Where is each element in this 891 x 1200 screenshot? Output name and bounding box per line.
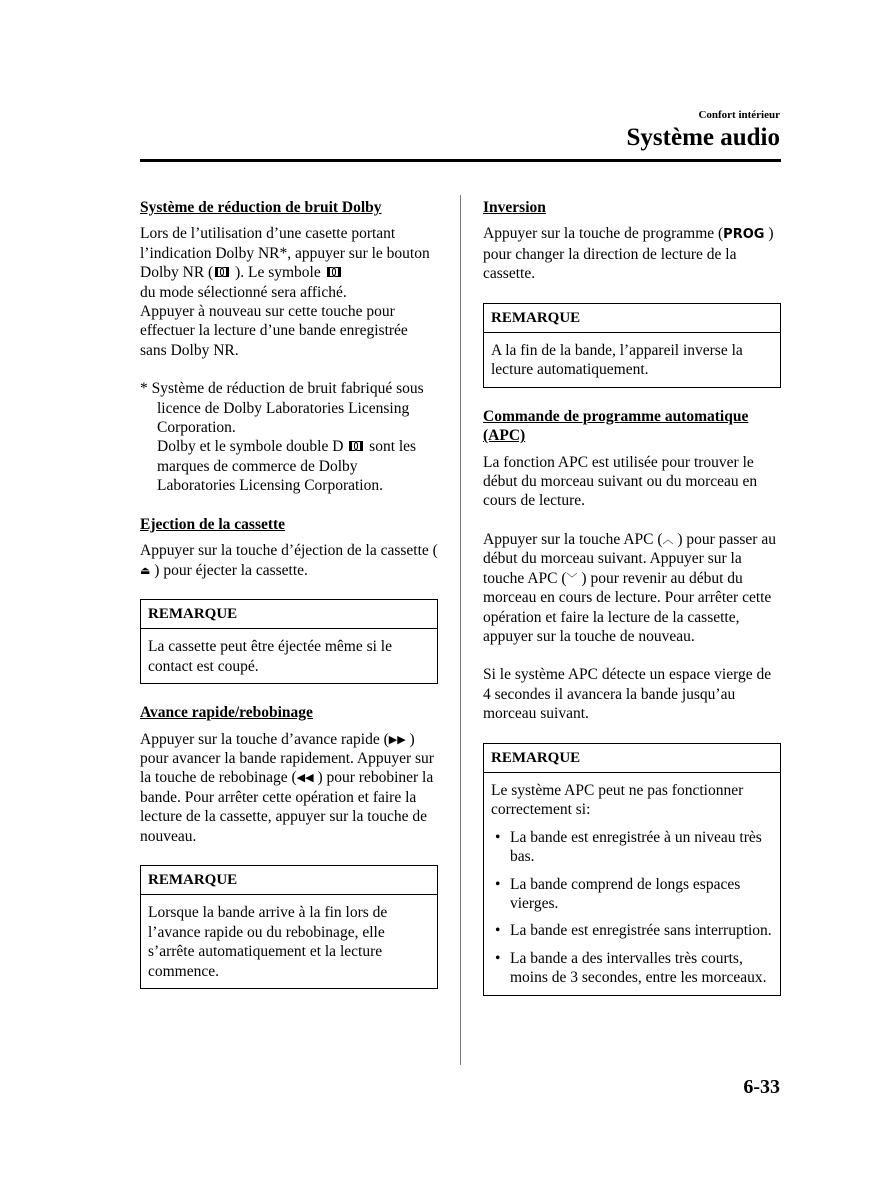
left-column	[140, 198, 438, 1008]
dolby-paragraph-2: Appuyer à nouveau sur cette touche pour effectuer la lecture d’une bande enregistrée sans Dolby NR.	[140, 303, 408, 359]
inversion-paragraph: Appuyer sur la touche de programme (PROG ) pour changer la direction de lecture de la cassette.	[483, 225, 774, 283]
note-box-apc	[483, 743, 781, 996]
chevron-up-icon: ︿	[662, 532, 674, 546]
eject-icon: ⏏	[140, 563, 151, 577]
dolby-icon	[327, 267, 341, 277]
apc-paragraph-1: La fonction APC est utilisée pour trouver le début du morceau suivant ou du morceau en cours de lecture.	[483, 453, 758, 510]
apc-paragraph-2: Appuyer sur la touche APC (︿ ) pour passer au début du morceau suivant. Appuyer sur la touche APC (﹀ ) pour revenir au début du morceau en cours de lecture. Pour arrêter cette opération et faire la lecture de la cassette, appuyer sur la touche de nouveau.	[483, 530, 776, 645]
page-title: Système audio	[626, 124, 780, 151]
note-body: A la fin de la bande, l’appareil inverse la lecture automatiquement.	[491, 342, 743, 379]
note-body: La cassette peut être éjectée même si le contact est coupé.	[148, 638, 392, 675]
heading-ffrew: Avance rapide/rebobinage	[140, 704, 313, 722]
note-title: REMARQUE	[484, 744, 780, 773]
note-title: REMARQUE	[484, 304, 780, 333]
apc-paragraph-3: Si le système APC détecte un espace vierge de 4 secondes il avancera la bande jusqu’au morceau suivant.	[483, 666, 772, 723]
note-intro: Le système APC peut ne pas fonctionner correctement si:	[491, 781, 744, 819]
header-rule	[140, 159, 781, 162]
heading-inversion: Inversion	[483, 199, 546, 216]
list-item: • La bande est enregistrée à un niveau très bas.	[491, 828, 773, 867]
page-number: 6-33	[743, 1076, 780, 1098]
chevron-down-icon: ﹀	[566, 571, 578, 585]
heading-eject: Ejection de la cassette	[140, 515, 286, 533]
rewind-icon: ◀◀	[296, 771, 314, 785]
note-bullets	[491, 828, 773, 988]
dolby-paragraph-1: Lors de l’utilisation d’une casette portant l’indication Dolby NR*, appuyer sur le bouton Dolby NR ( ). Le symbole du mode sélectionné sera affiché.	[140, 225, 430, 301]
fast-forward-icon: ▶▶	[388, 732, 406, 746]
note-box-eject	[140, 599, 438, 684]
right-column	[483, 198, 781, 1015]
dolby-icon	[349, 441, 363, 451]
ffrew-paragraph: Appuyer sur la touche d’avance rapide (▶▶ ) pour avancer la bande rapidement. Appuyer sur la touche de rebobinage (◀◀ ) pour rebobiner la bande. Pour arrêter cette opération et faire la lecture de la cassette, appuyer sur la touche de nouveau.	[140, 730, 434, 845]
note-title: REMARQUE	[141, 600, 437, 629]
note-title: REMARQUE	[141, 866, 437, 895]
dolby-footnote: * Système de réduction de bruit fabriqué sous licence de Dolby Laboratories Licensing Corporation. Dolby et le symbole double D sont les marques de commerce de Dolby Laboratories Licensing Corporation.	[140, 380, 424, 495]
page-header	[627, 108, 780, 153]
heading-apc: Commande de programme automatique (APC)	[483, 407, 749, 445]
note-body: Lorsque la bande arrive à la fin lors de l’avance rapide ou du rebobinage, elle s’arrête automatiquement et la lecture commence.	[148, 904, 388, 980]
eject-paragraph: Appuyer sur la touche d’éjection de la cassette (⏏ ) pour éjecter la cassette.	[140, 542, 438, 579]
section-label: Confort intérieur	[698, 109, 780, 121]
prog-icon: PROG	[723, 227, 765, 243]
note-box-inversion	[483, 303, 781, 388]
list-item: • La bande est enregistrée sans interruption.	[491, 921, 773, 940]
note-box-ffrew	[140, 865, 438, 989]
column-divider	[460, 195, 461, 1065]
list-item: • La bande comprend de longs espaces vierges.	[491, 875, 773, 914]
heading-dolby: Système de réduction de bruit Dolby	[140, 199, 382, 216]
dolby-icon	[215, 267, 229, 277]
list-item: • La bande a des intervalles très courts, moins de 3 secondes, entre les morceaux.	[491, 949, 773, 988]
